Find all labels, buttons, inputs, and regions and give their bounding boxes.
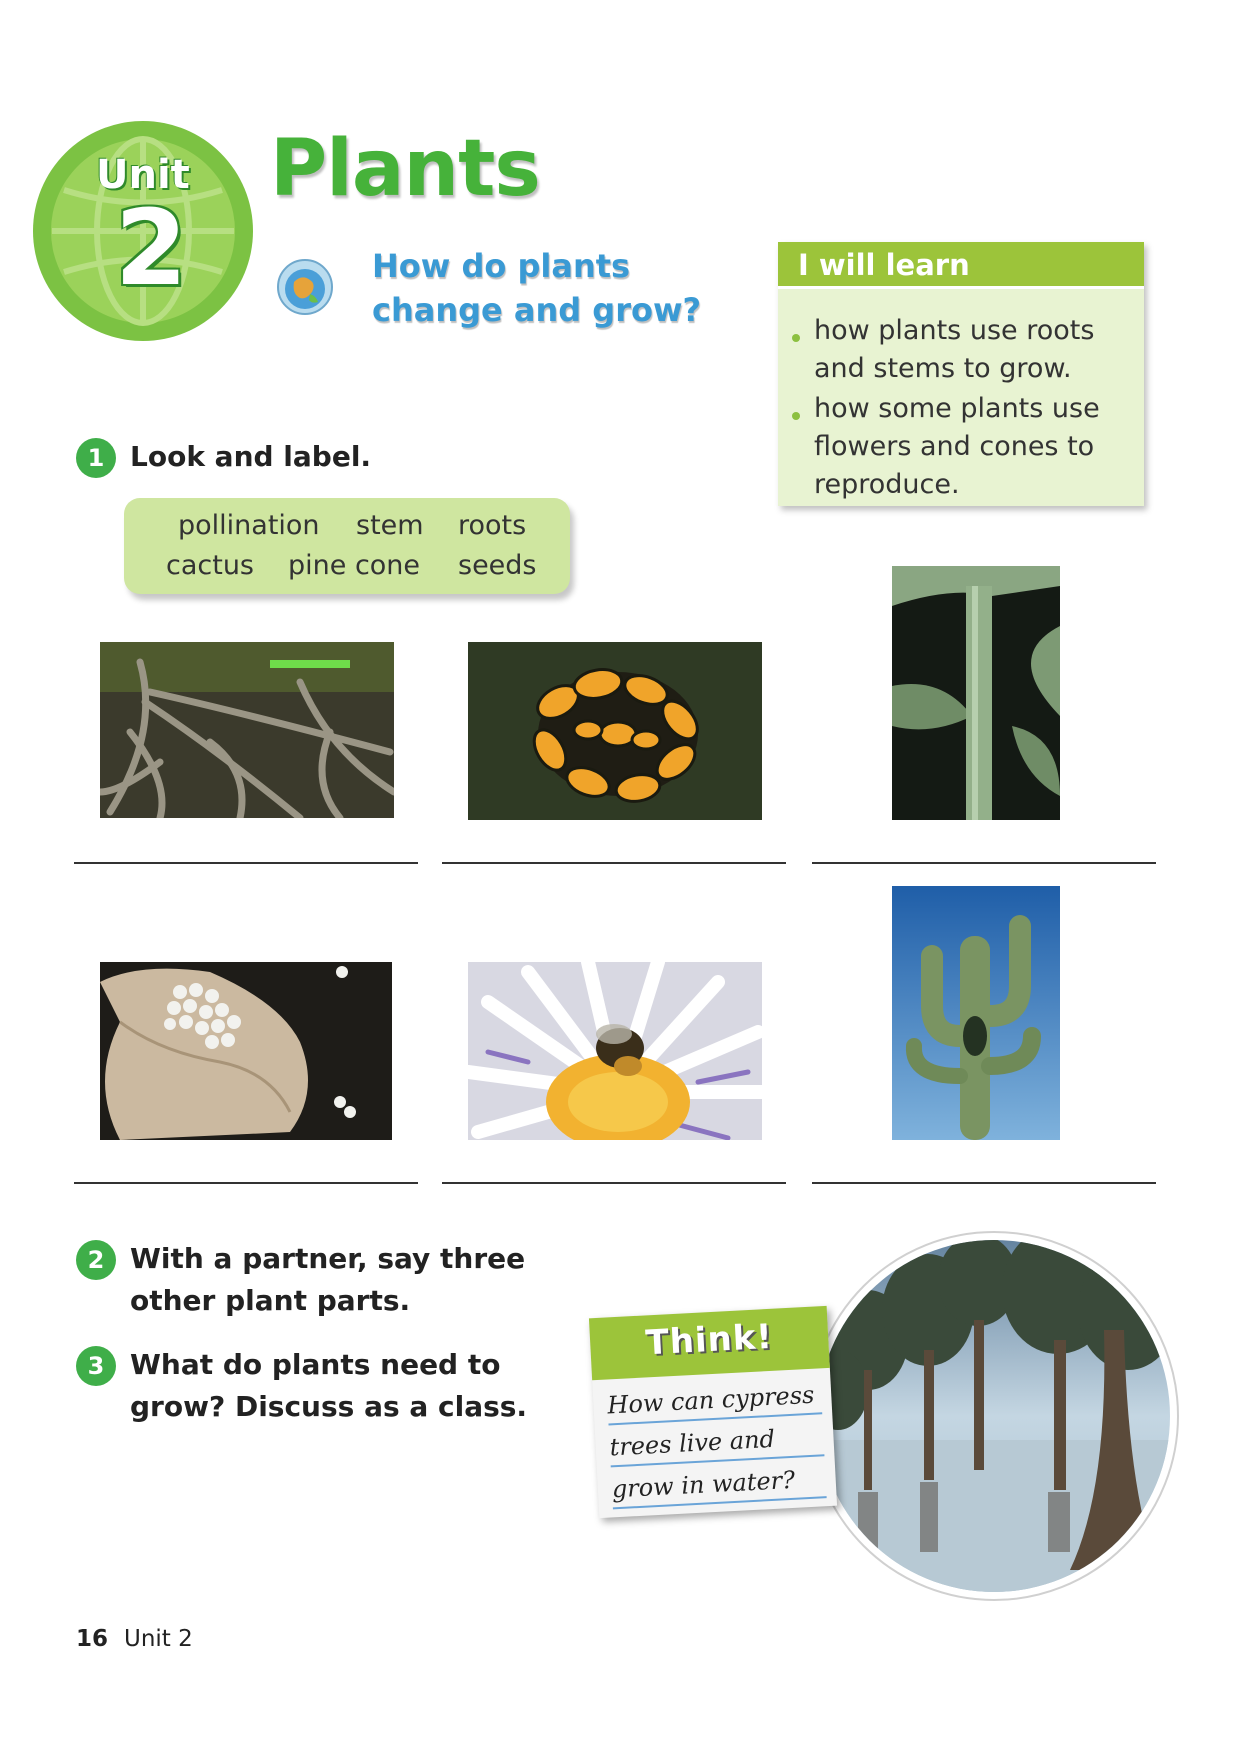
page-title: Plants — [270, 124, 540, 214]
big-question: How do plants change and grow? — [372, 247, 702, 329]
answer-line[interactable] — [812, 862, 1156, 864]
activity-text: What do plants need to grow? Discuss as a class. — [130, 1348, 528, 1423]
answer-line[interactable] — [74, 1182, 418, 1184]
think-line: trees live and — [609, 1414, 825, 1467]
photo-seeds — [100, 962, 392, 1140]
activity-number: 3 — [76, 1346, 116, 1386]
page-number: 16 — [76, 1626, 109, 1652]
activity-text: With a partner, say three other plant parts. — [130, 1242, 526, 1317]
answer-line[interactable] — [812, 1182, 1156, 1184]
word-item: pollination — [178, 510, 320, 541]
photo-bee-flower — [468, 962, 762, 1140]
globe-icon — [276, 254, 334, 320]
think-line: How can cypress — [606, 1372, 822, 1425]
photo-cypress-trees — [808, 1230, 1180, 1602]
think-title: Think! — [644, 1316, 774, 1364]
bullet-icon — [792, 334, 800, 342]
learn-title: I will learn — [798, 248, 970, 282]
word-item: seeds — [458, 550, 537, 581]
word-item: cactus — [166, 550, 255, 581]
word-item: stem — [356, 510, 424, 541]
activity-text: Look and label. — [130, 440, 372, 473]
answer-line[interactable] — [442, 862, 786, 864]
word-item: pine cone — [288, 550, 421, 581]
unit-label: Unit — [96, 152, 190, 198]
photo-cactus — [892, 886, 1060, 1140]
answer-line[interactable] — [442, 1182, 786, 1184]
learn-item: how some plants use flowers and cones to reproduce. — [814, 393, 1100, 500]
think-card — [589, 1306, 837, 1518]
think-line: grow in water? — [611, 1456, 827, 1509]
bullet-icon — [792, 412, 800, 420]
photo-stem — [892, 566, 1060, 820]
photo-pine-cone — [468, 642, 762, 820]
word-item: roots — [458, 510, 527, 541]
footer-unit-label: Unit 2 — [124, 1626, 193, 1652]
learn-box — [778, 242, 1144, 506]
photo-roots — [100, 642, 394, 818]
word-box — [124, 498, 570, 594]
answer-line[interactable] — [74, 862, 418, 864]
learn-item: how plants use roots and stems to grow. — [814, 315, 1095, 384]
unit-number: 2 — [114, 187, 188, 309]
activity-number: 2 — [76, 1240, 116, 1280]
activity-number: 1 — [76, 438, 116, 478]
